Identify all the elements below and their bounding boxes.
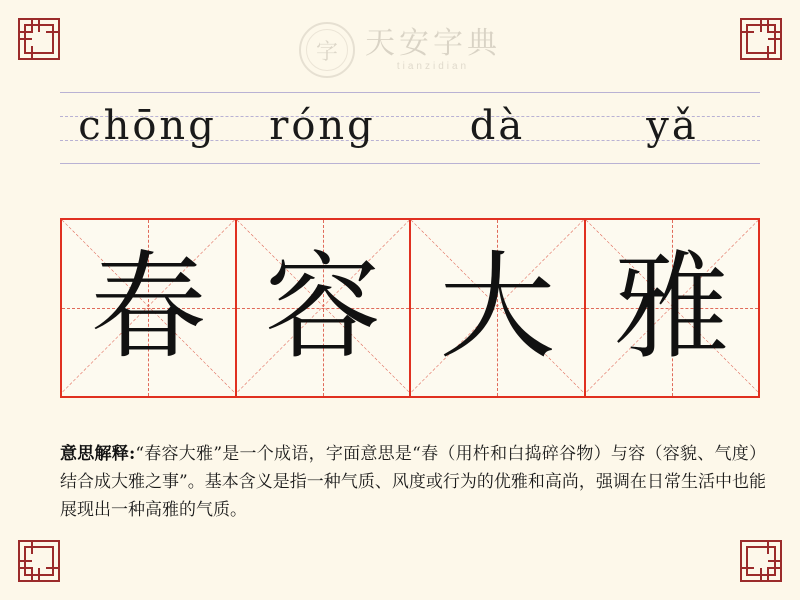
character-glyph: 容	[264, 240, 381, 375]
site-branding	[365, 25, 501, 73]
pinyin-row	[60, 92, 760, 164]
explanation-label: 意思解释:	[60, 444, 136, 464]
pinyin-syllable: yǎ	[646, 103, 699, 149]
seal-icon: 字	[299, 22, 355, 78]
ornament-corner-top-right-icon	[738, 16, 784, 62]
pinyin-syllable: róng	[269, 103, 376, 149]
explanation-block	[60, 440, 766, 524]
site-watermark	[10, 22, 790, 78]
character-cell	[237, 220, 412, 396]
pinyin-syllable: chōng	[78, 103, 217, 149]
ornament-corner-top-left-icon	[16, 16, 62, 62]
character-cell	[411, 220, 586, 396]
character-glyph: 春	[90, 240, 207, 375]
character-glyph: 大	[439, 240, 556, 375]
explanation-text: “春容大雅”是一个成语，字面意思是“春（用杵和白捣碎谷物）与容（容貌、气度）结合成大雅之事”。基本含义是指一种气质、风度或行为的优雅和高尚，强调在日常生活中也能展现出一种高雅的气质。	[60, 444, 767, 521]
site-subtitle: tianzidian	[396, 61, 470, 72]
pinyin-staff	[60, 92, 760, 164]
pinyin-syllable: dà	[469, 103, 526, 149]
character-grid	[60, 218, 760, 398]
character-cell	[62, 220, 237, 396]
character-cell	[586, 220, 759, 396]
ornament-corner-bottom-right-icon	[738, 538, 784, 584]
ornament-corner-bottom-left-icon	[16, 538, 62, 584]
site-title: 天安字典	[365, 25, 501, 61]
character-glyph: 雅	[613, 240, 730, 375]
